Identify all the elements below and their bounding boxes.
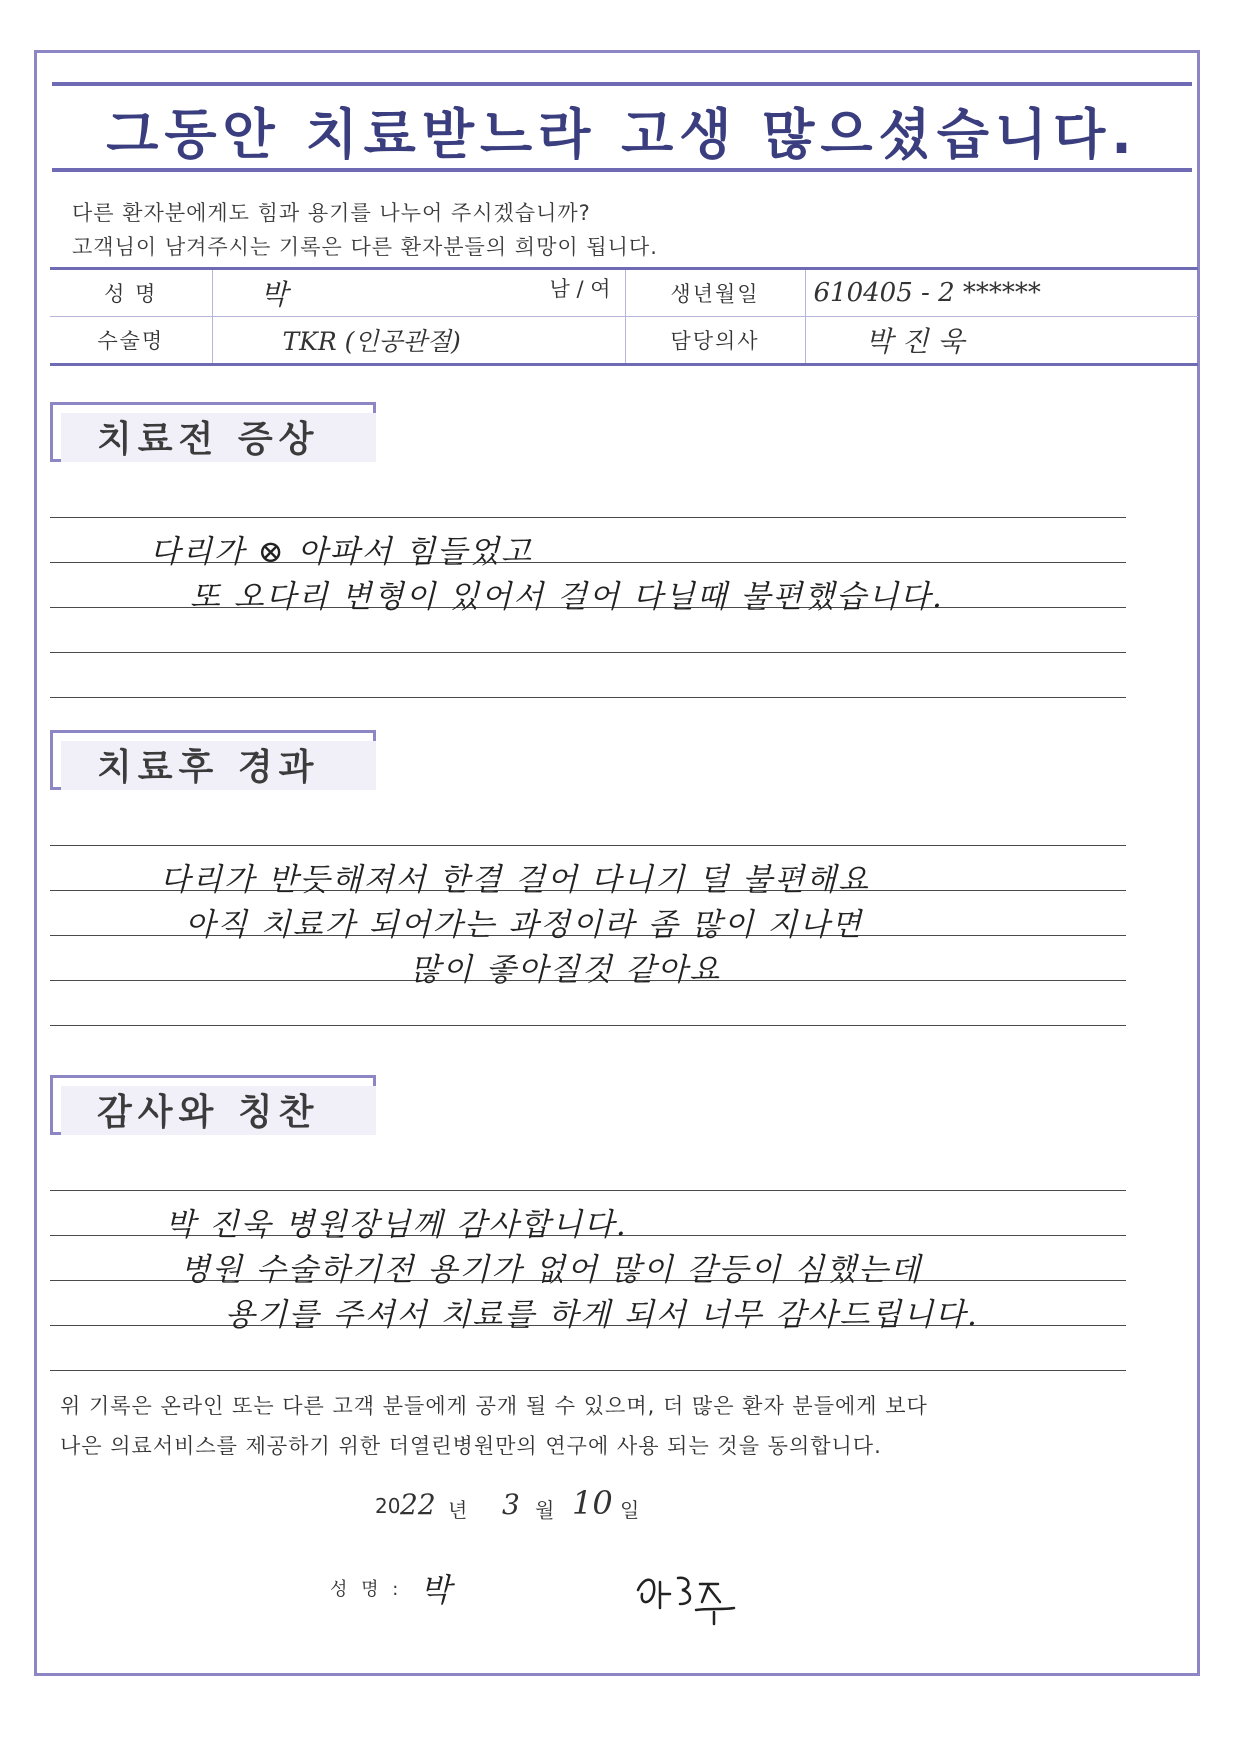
section-before-heading: 치료전 증상: [97, 419, 320, 460]
thanks-text-2: 병원 수술하기전 용기가 없어 많이 갈등이 심했는데: [180, 1252, 922, 1288]
page-title: 그동안 치료받느라 고생 많으셨습니다.: [106, 103, 1138, 166]
section-thanks-heading: 감사와 칭찬: [97, 1092, 320, 1133]
birth-value: 610405 - 2 ******: [805, 269, 1198, 317]
consent-line-1: 위 기록은 온라인 또는 다른 고객 분들에게 공개 될 수 있으며, 더 많은 환자 분들에게 보다: [60, 1394, 928, 1418]
title-bottom-rule: [52, 168, 1192, 172]
date-year: 22: [400, 1488, 436, 1521]
writing-line: [50, 845, 1126, 846]
writing-line: [50, 1025, 1126, 1026]
handwritten-signature: [630, 1568, 740, 1628]
before-text-1: 다리가 ⊗ 아파서 힘들었고: [150, 534, 533, 570]
name-label: 성 명: [50, 269, 212, 317]
doctor-label: 담당의사: [625, 317, 805, 365]
doctor-value: 박 진 욱: [805, 317, 1198, 365]
date-year-unit: 년: [448, 1498, 468, 1522]
patient-info-table: [50, 267, 1198, 366]
section-after-heading-box: [50, 730, 376, 790]
thanks-text-1: 박 진욱 병원장님께 감사합니다.: [165, 1207, 628, 1243]
signature-label: 성 명 :: [330, 1579, 403, 1600]
after-text-2: 아직 치료가 되어가는 과정이라 좀 많이 지나면: [185, 907, 864, 943]
date-day: 10: [572, 1484, 613, 1522]
birth-label: 생년월일: [625, 269, 805, 317]
date-year-prefix: 20: [375, 1494, 401, 1518]
writing-line: [50, 1190, 1126, 1191]
intro-line-1: 다른 환자분에게도 힘과 용기를 나누어 주시겠습니까?: [72, 201, 591, 225]
signature-name: 박: [420, 1571, 453, 1609]
name-cell: [212, 269, 625, 317]
writing-line: [50, 652, 1126, 653]
section-before-heading-box: [50, 402, 376, 462]
writing-line: [50, 697, 1126, 698]
writing-line: [50, 517, 1126, 518]
after-text-3: 많이 좋아질것 같아요: [410, 952, 722, 988]
surgery-label: 수술명: [50, 317, 212, 365]
before-text-2: 또 오다리 변형이 있어서 걸어 다닐때 불편했습니다.: [190, 579, 944, 615]
date-month-unit: 월: [535, 1498, 555, 1522]
date-month: 3: [502, 1488, 520, 1521]
thanks-text-3: 용기를 주셔서 치료를 하게 되서 너무 감사드립니다.: [225, 1297, 979, 1333]
consent-line-2: 나은 의료서비스를 제공하기 위한 더열린병원만의 연구에 사용 되는 것을 동의합니다.: [60, 1434, 882, 1458]
date-day-unit: 일: [620, 1498, 640, 1522]
gender-label: 남 / 여: [549, 277, 611, 301]
section-thanks-heading-box: [50, 1075, 376, 1135]
intro-line-2: 고객님이 남겨주시는 기록은 다른 환자분들의 희망이 됩니다.: [72, 235, 658, 259]
writing-line: [50, 1370, 1126, 1371]
after-text-1: 다리가 반듯해져서 한결 걸어 다니기 덜 불편해요: [160, 862, 871, 898]
section-after-heading: 치료후 경과: [97, 747, 320, 788]
name-value: 박: [260, 278, 288, 311]
surgery-value: TKR (인공관절): [212, 317, 625, 365]
title-top-rule: [52, 82, 1192, 86]
